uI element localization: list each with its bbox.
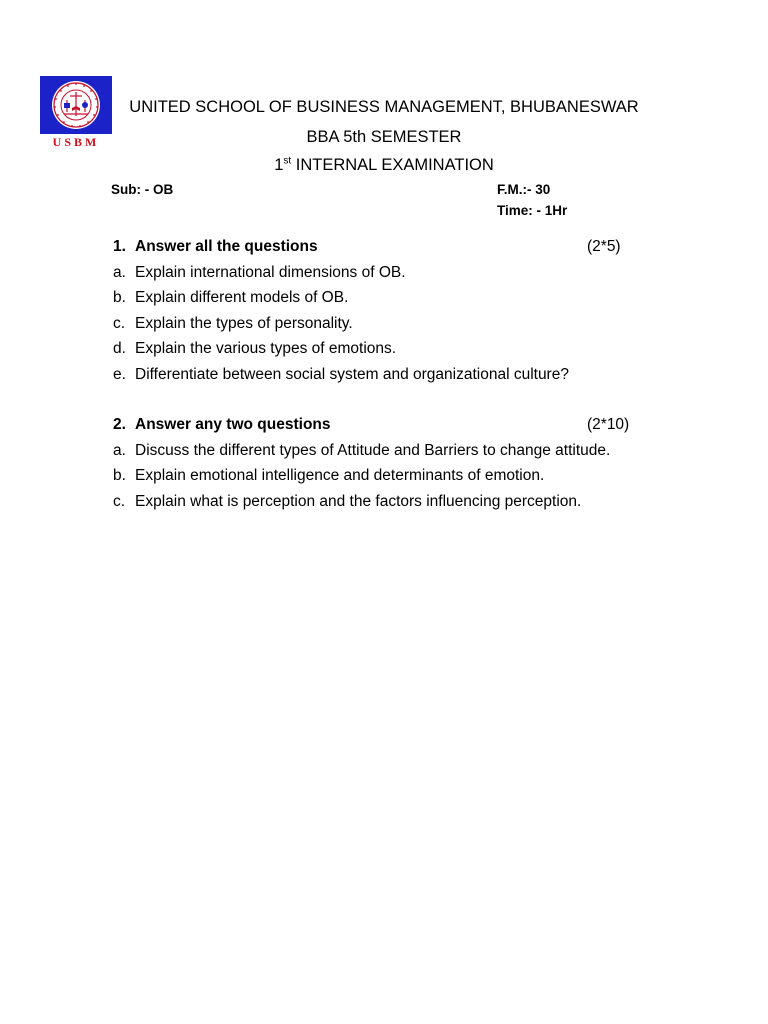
item-label: b. [113,467,126,484]
section-1-marks: (2*5) [587,238,621,255]
item-label: c. [113,493,126,510]
exam-number-suffix: st [283,155,292,167]
item-label: d. [113,340,126,357]
exam-title-text: INTERNAL EXAMINATION [295,156,494,174]
item-text: Explain what is perception and the factors influencing perception. [135,493,582,510]
list-item [113,493,581,511]
item-label: a. [113,442,126,459]
logo-text: USBM [52,135,100,149]
item-label: a. [113,264,126,281]
item-text: Discuss the different types of Attitude and Barriers to change attitude. [135,442,611,459]
institution-title: UNITED SCHOOL OF BUSINESS MANAGEMENT, BHUBANESWAR [129,98,639,116]
exam-title [0,155,768,175]
full-marks-label: F.M.:- 30 [497,182,551,197]
section-1-number: 1. [113,238,126,255]
list-item [113,366,569,384]
item-label: c. [113,315,126,332]
list-item [113,467,544,485]
item-text: Explain the various types of emotions. [135,340,397,357]
program-title: BBA 5th SEMESTER [306,128,462,146]
item-text: Explain international dimensions of OB. [135,264,406,281]
item-label: e. [113,366,126,383]
item-text: Explain emotional intelligence and determinants of emotion. [135,467,545,484]
section-2-number: 2. [113,416,126,433]
section-2-marks: (2*10) [587,416,630,433]
section-2-heading [113,416,331,434]
time-label: Time: - 1Hr [497,203,568,218]
item-text: Differentiate between social system and organizational culture? [135,366,569,383]
section-1-title: Answer all the questions [135,238,318,255]
list-item [113,289,348,307]
item-label: b. [113,289,126,306]
list-item [113,264,406,282]
list-item [113,315,353,333]
list-item [113,340,396,358]
subject-label: Sub: - OB [111,182,174,197]
item-text: Explain different models of OB. [135,289,349,306]
item-text: Explain the types of personality. [135,315,353,332]
section-1-heading [113,238,318,256]
section-2-title: Answer any two questions [135,416,331,433]
exam-number: 1 [274,156,284,174]
list-item [113,442,610,460]
